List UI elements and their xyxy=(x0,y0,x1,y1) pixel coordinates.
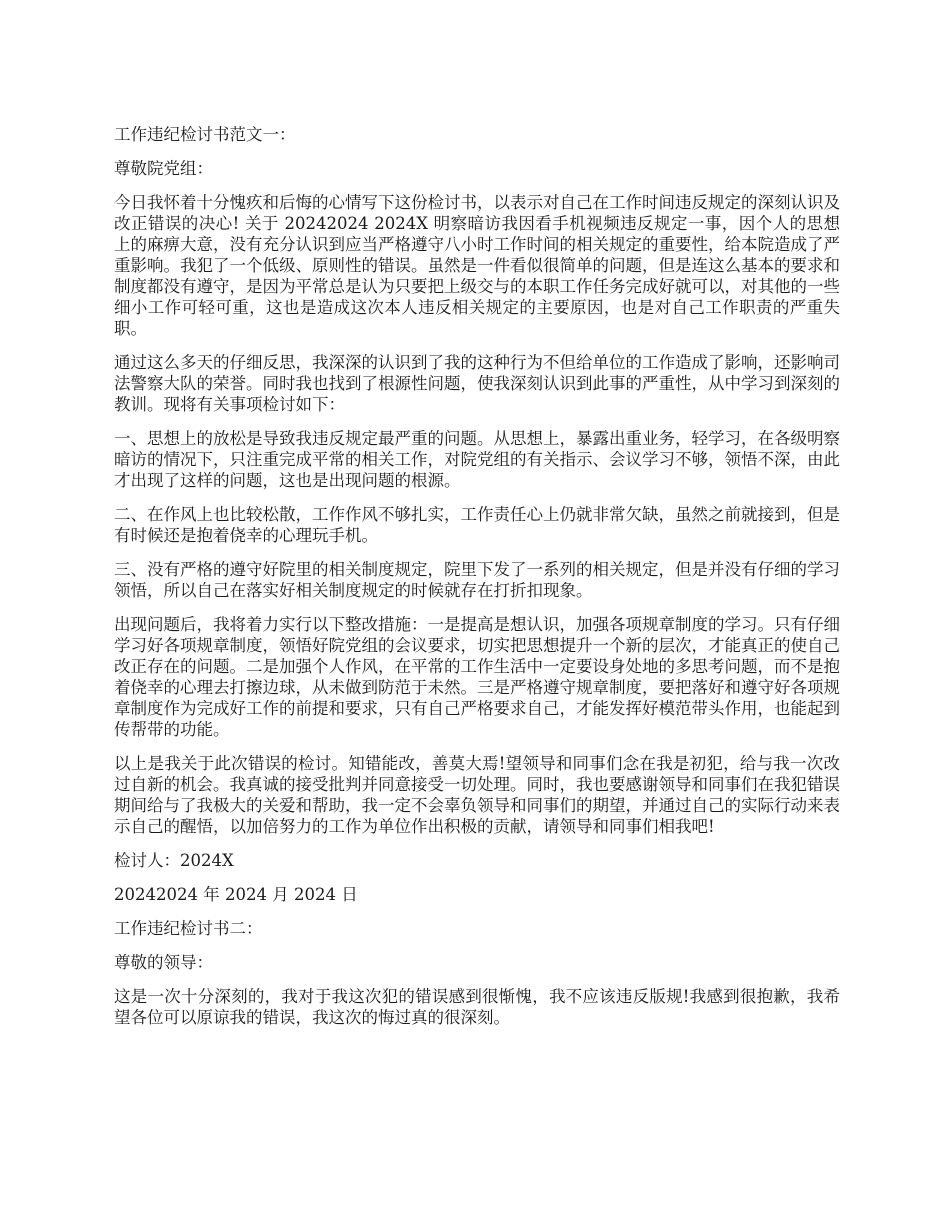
document-body xyxy=(114,124,840,1041)
body-paragraph: 通过这么多天的仔细反思，我深深的认识到了我的这种行为不但给单位的工作造成了影响，还影响司法警察大队的荣誉。同时我也找到了根源性问题，使我深刻认识到此事的严重性，从中学习到深刻的教训。现将有关事项检讨如下： xyxy=(114,353,840,414)
document-title-1: 工作违纪检讨书范文一： xyxy=(114,125,296,144)
body-paragraph: 三、没有严格的遵守好院里的相关制度规定，院里下发了一系列的相关规定，但是并没有仔细的学习领悟，所以自己在落实好相关制度规定的时候就存在打折扣现象。 xyxy=(114,560,840,600)
salutation-1: 尊敬院党组： xyxy=(114,159,213,178)
signature-line: 检讨人：2024X xyxy=(114,851,234,870)
body-paragraph: 这是一次十分深刻的，我对于我这次犯的错误感到很惭愧，我不应该违反版规!我感到很抱歉，我希望各位可以原谅我的错误，我这次的悔过真的很深刻。 xyxy=(114,987,840,1027)
body-paragraph: 一、思想上的放松是导致我违反规定最严重的问题。从思想上，暴露出重业务，轻学习，在各级明察暗访的情况下，只注重完成平常的相关工作，对院党组的有关指示、会议学习不够，领悟不深，由此才出现了这样的问题，这也是出现问题的根源。 xyxy=(114,429,840,490)
date-line: 20242024 年 2024 月 2024 日 xyxy=(114,885,358,904)
salutation-2: 尊敬的领导： xyxy=(114,953,213,972)
body-paragraph: 以上是我关于此次错误的检讨。知错能改，善莫大焉!望领导和同事们念在我是初犯，给与我一次改过自新的机会。我真诚的接受批判并同意接受一切处理。同时，我也要感谢领导和同事们在我犯错误期间给与了我极大的关爱和帮助，我一定不会辜负领导和同事们的期望，并通过自己的实际行动来表示自己的醒悟，以加倍努力的工作为单位作出积极的贡献，请领导和同事们相我吧! xyxy=(114,754,840,836)
document-title-2: 工作违纪检讨书二： xyxy=(114,919,263,938)
body-paragraph: 二、在作风上也比较松散，工作作风不够扎实，工作责任心上仍就非常欠缺，虽然之前就接到，但是有时候还是抱着侥幸的心理玩手机。 xyxy=(114,505,840,545)
body-paragraph: 今日我怀着十分愧疚和后悔的心情写下这份检讨书，以表示对自己在工作时间违反规定的深刻认识及改正错误的决心! 关于 20242024 2024X 明察暗访我因看手机视频违反规定一事，因个人的思想上的麻痹大意，没有充分认识到应当严格遵守八小时工作时间的相关规定的重要性，给本院造成了严重影响。我犯了一个低级、原则性的错误。虽然是一件看似很简单的问题，但是连这么基本的要求和制度都没有遵守，是因为平常总是认为只要把上级交与的本职工作任务完成好就可以，对其他的一些细小工作可轻可重，这也是造成这次本人违反相关规定的主要原因，也是对自己工作职责的严重失职。 xyxy=(114,193,840,338)
body-paragraph: 出现问题后，我将着力实行以下整改措施：一是提高是想认识，加强各项规章制度的学习。只有仔细学习好各项规章制度，领悟好院党组的会议要求，切实把思想提升一个新的层次，才能真正的使自己改正存在的问题。二是加强个人作风，在平常的工作生活中一定要设身处地的多思考问题，而不是抱着侥幸的心理去打擦边球，从未做到防范于未然。三是严格遵守规章制度，要把落好和遵守好各项规章制度作为完成好工作的前提和要求，只有自己严格要求自己，才能发挥好模范带头作用，也能起到传帮带的功能。 xyxy=(114,615,840,739)
